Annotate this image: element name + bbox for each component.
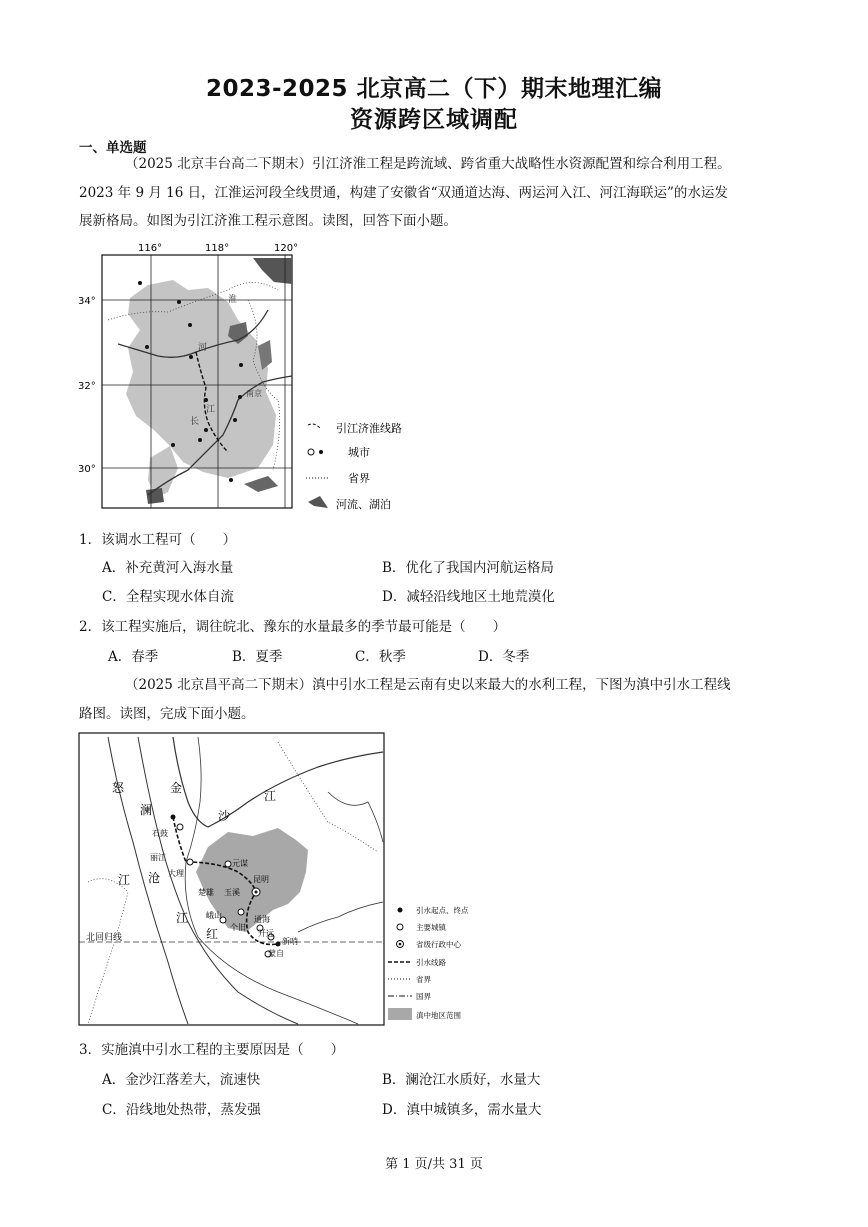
city-label: 通海 (254, 915, 270, 924)
river-label: 江 (176, 911, 189, 925)
city-dot (233, 418, 237, 422)
lon-label: 116° (138, 243, 163, 254)
question-3-option-c[interactable]: C．沿线地处热带，蒸发强 (102, 1102, 261, 1118)
legend-label: 国界 (416, 992, 431, 1001)
legend-label: 滇中地区范围 (416, 1011, 461, 1020)
document-subtitle: 资源跨区域调配 (350, 107, 518, 133)
tropic-label: 北回归线 (86, 933, 123, 943)
city-label: 昆明 (253, 875, 269, 884)
city-dot (239, 363, 243, 367)
legend-label: 省界 (348, 472, 370, 485)
legend-label: 省界 (416, 975, 431, 984)
city-label: 丽江 (150, 853, 166, 862)
city-dot (177, 300, 181, 304)
question-3-option-a[interactable]: A．金沙江落差大，流速快 (102, 1072, 261, 1088)
city-label: 元谋 (232, 859, 248, 868)
city-label: 峨山 (206, 911, 222, 920)
question-2-option-d[interactable]: D．冬季 (478, 649, 530, 665)
place-label: 河 (198, 343, 208, 353)
river-label: 怒 (112, 781, 125, 795)
city-label: 玉溪 (224, 888, 240, 897)
legend-label: 城市 (348, 446, 370, 459)
map-yinjiangjihuai (78, 240, 418, 520)
map2-legend (388, 905, 469, 1020)
lat-label: 30° (78, 464, 96, 475)
city-dot (189, 355, 193, 359)
lat-label: 32° (78, 381, 96, 392)
question-1-option-c[interactable]: C．全程实现水体自流 (102, 589, 234, 605)
passage-1 (79, 150, 792, 236)
question-3-stem: 3．实施滇中引水工程的主要原因是（ ） (79, 1042, 345, 1058)
question-1-option-a[interactable]: A．补充黄河入海水量 (102, 560, 234, 576)
legend-label: 引水线路 (416, 958, 446, 967)
river-label: 澜 (140, 803, 153, 817)
place-label: 江 (206, 405, 216, 415)
question-3-option-b[interactable]: B．澜沧江水质好，水量大 (382, 1072, 541, 1088)
river-label: 沧 (148, 871, 161, 885)
city-label: 新哨 (282, 937, 298, 946)
lon-label: 120° (274, 243, 299, 254)
city-dot (171, 443, 175, 447)
legend-label: 引水起点、终点 (416, 906, 469, 915)
question-2-option-c[interactable]: C．秋季 (355, 649, 406, 665)
legend-label: 河流、湖泊 (336, 498, 391, 511)
city-dot (229, 478, 233, 482)
question-1-stem: 1．该调水工程可（ ） (79, 532, 237, 548)
page-number: 第 1 页/共 31 页 (385, 1157, 483, 1172)
city-label: 个旧 (230, 923, 246, 932)
question-3-option-d[interactable]: D．滇中城镇多，需水量大 (382, 1102, 542, 1118)
passage-1-line-3: 展新格局。如图为引江济淮工程示意图。读图，回答下面小题。 (79, 213, 457, 229)
passage-2 (79, 671, 792, 728)
place-label: 长 (190, 417, 200, 427)
city-label: 开远 (258, 929, 274, 938)
place-label: 淮 (228, 295, 238, 305)
river-label: 沙 (218, 809, 231, 823)
city-dot (145, 345, 149, 349)
city-dot (188, 323, 192, 327)
city-dot (238, 395, 242, 399)
document-title: 2023-2025 北京高二（下）期末地理汇编 (205, 76, 663, 102)
city-dot (198, 438, 202, 442)
question-2-option-b[interactable]: B．夏季 (232, 649, 283, 665)
passage-1-line-1: （2025 北京丰台高二下期末）引江济淮工程是跨流域、跨省重大战略性水资源配置和综合利用工程。 (125, 156, 731, 172)
question-2-option-a[interactable]: A．春季 (108, 649, 159, 665)
river-label: 金 (170, 781, 183, 795)
city-label: 石鼓 (152, 829, 168, 838)
question-2-stem: 2．该工程实施后，调往皖北、豫东的水量最多的季节最可能是（ ） (79, 619, 507, 635)
legend-label: 引江济淮线路 (336, 422, 402, 435)
city-label: 蒙自 (268, 949, 284, 958)
passage-2-line-1: （2025 北京昌平高二下期末）滇中引水工程是云南有史以来最大的水利工程，下图为滇中引水工程线 (125, 677, 731, 693)
map-dianzhong-water-diversion (78, 732, 498, 1028)
legend-label: 主要城镇 (416, 923, 446, 932)
river-label: 江 (264, 789, 277, 803)
question-1-option-d[interactable]: D．减轻沿线地区土地荒漠化 (382, 589, 555, 605)
lat-label: 34° (78, 296, 96, 307)
passage-2-line-2: 路图。读图，完成下面小题。 (79, 705, 255, 722)
lon-label: 118° (205, 243, 230, 254)
passage-1-line-2: 2023 年 9 月 16 日，江淮运河段全线贯通，构建了安徽省“双通道达海、两运河入江、河江海联运”的水运发 (79, 184, 728, 201)
city-label: 大理 (168, 869, 184, 878)
place-label: 南京 (246, 389, 262, 398)
question-1-option-b[interactable]: B．优化了我国内河航运格局 (382, 560, 554, 576)
legend-label: 省级行政中心 (416, 940, 461, 949)
river-label: 江 (118, 873, 131, 887)
city-dot (138, 281, 142, 285)
map1-legend (306, 421, 402, 511)
city-dot (204, 398, 208, 402)
river-label: 红 (206, 927, 219, 941)
city-dot (204, 428, 208, 432)
section-heading: 一、单选题 (79, 140, 147, 156)
city-label: 楚雄 (198, 888, 214, 897)
